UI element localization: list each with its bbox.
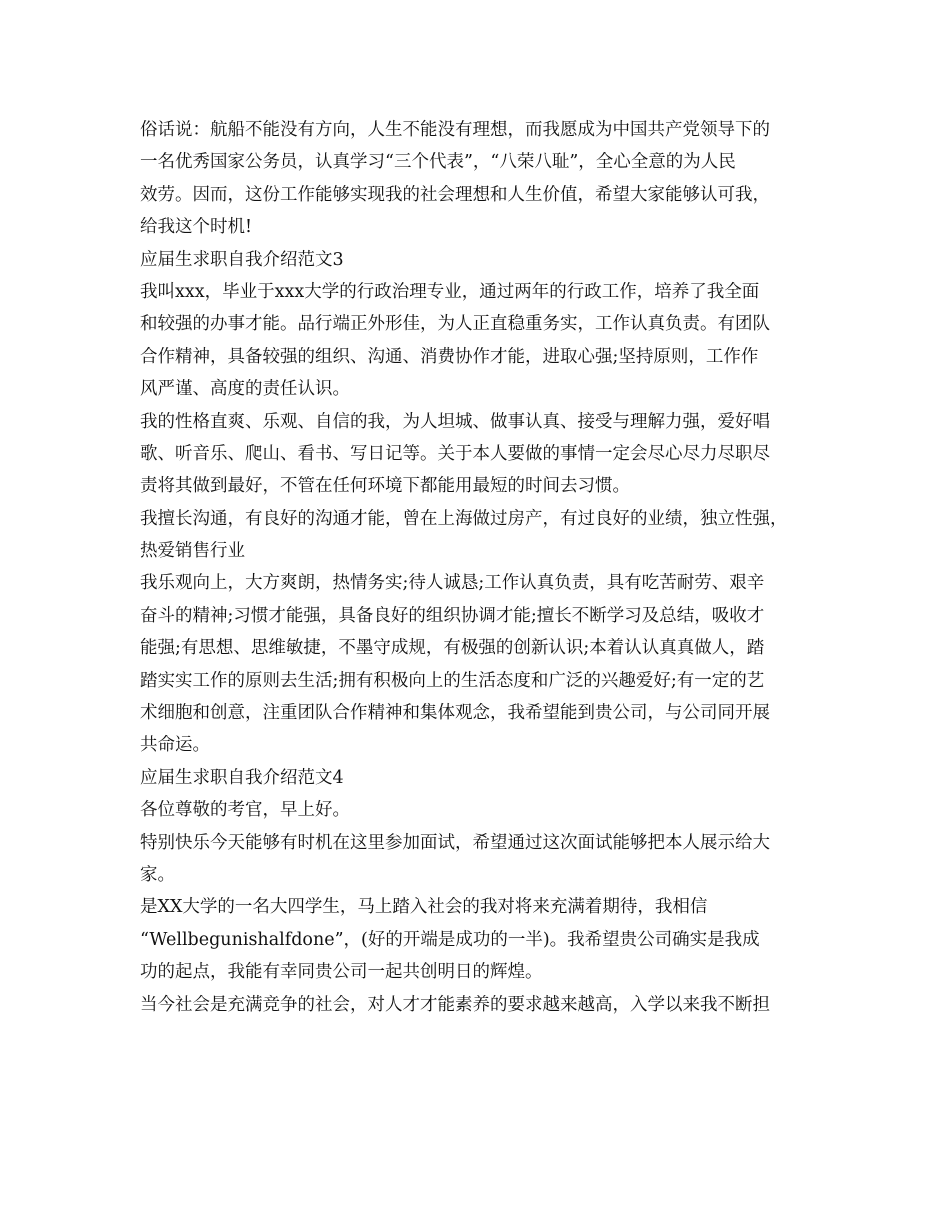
section-heading: 应届生求职自我介绍范文3 <box>140 249 344 270</box>
text-line: 特别快乐今天能够有时机在这里参加面试，希望通过这次面试能够把本人展示给大 <box>140 832 770 853</box>
text-line: 合作精神，具备较强的组织、沟通、消费协作才能，进取心强;坚持原则，工作作 <box>140 346 759 367</box>
text-line: “Wellbegunishalfdone”，(好的开端是成功的一半)。我希望贵公司确实是我成 <box>140 929 760 950</box>
text-line: 术细胞和创意，注重团队合作精神和集体观念，我希望能到贵公司，与公司同开展 <box>140 703 770 724</box>
text-line: 我叫xxx，毕业于xxx大学的行政治理专业，通过两年的行政工作，培养了我全面 <box>140 281 760 302</box>
text-line: 当今社会是充满竞争的社会，对人才才能素养的要求越来越高，入学以来我不断担 <box>140 994 770 1015</box>
text-line: 和较强的办事才能。品行端正外形佳，为人正直稳重务实，工作认真负责。有团队 <box>140 314 770 335</box>
text-line: 能强;有思想、思维敏捷，不墨守成规，有极强的创新认识;本着认认真真做人，踏 <box>140 638 765 659</box>
text-line: 共命运。 <box>140 735 210 756</box>
text-line: 各位尊敬的考官，早上好。 <box>140 800 350 821</box>
text-line: 我的性格直爽、乐观、自信的我，为人坦城、做事认真、接受与理解力强，爱好唱 <box>140 411 770 432</box>
text-line: 踏实实工作的原则去生活;拥有积极向上的生活态度和广泛的兴趣爱好;有一定的艺 <box>140 670 765 691</box>
text-line: 效劳。因而，这份工作能够实现我的社会理想和人生价值，希望大家能够认可我， <box>140 184 770 205</box>
text-line: 俗话说：航船不能没有方向，人生不能没有理想，而我愿成为中国共产党领导下的 <box>140 120 770 140</box>
text-line: 风严谨、高度的责任认识。 <box>140 379 350 400</box>
text-line: 我擅长沟通，有良好的沟通才能，曾在上海做过房产，有过良好的业绩，独立性强， <box>140 508 788 529</box>
text-line: 热爱销售行业 <box>140 541 245 562</box>
text-line: 家。 <box>140 864 175 885</box>
text-line: 给我这个时机! <box>140 217 253 238</box>
text-line: 歌、听音乐、爬山、看书、写日记等。关于本人要做的事情一定会尽心尽力尽职尽 <box>140 443 770 464</box>
text-line: 一名优秀国家公务员，认真学习“三个代表”，“八荣八耻”，全心全意的为人民 <box>140 152 736 173</box>
document-body <box>140 114 830 1021</box>
text-line: 是XX大学的一名大四学生，马上踏入社会的我对将来充满着期待，我相信 <box>140 897 708 918</box>
text-line: 奋斗的精神;习惯才能强，具备良好的组织协调才能;擅长不断学习及总结，吸收才 <box>140 605 765 626</box>
text-line: 我乐观向上，大方爽朗，热情务实;待人诚恳;工作认真负责，具有吃苦耐劳、艰辛 <box>140 573 765 594</box>
text-line: 功的起点，我能有幸同贵公司一起共创明日的辉煌。 <box>140 962 543 983</box>
text-line: 责将其做到最好，不管在任何环境下都能用最短的时间去习惯。 <box>140 476 630 497</box>
section-heading: 应届生求职自我介绍范文4 <box>140 767 344 788</box>
